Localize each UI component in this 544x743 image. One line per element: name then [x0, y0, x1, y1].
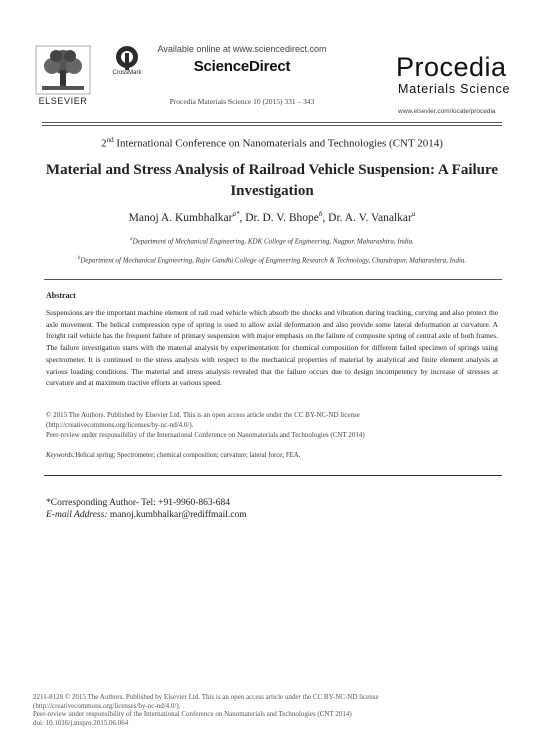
conference-name: International Conference on Nanomaterials and Technologies (CNT 2014) [113, 137, 443, 150]
journal-url[interactable]: www.elsevier.com/locate/procedia [398, 108, 496, 115]
abstract-heading: Abstract [46, 291, 76, 300]
peer-review-line: Peer-review under responsibility of the International Conference on Nanomaterials and Technologies (CNT 2014) [46, 431, 365, 439]
abstract-body: Suspensions are the important machine element of rail road vehicle which absorb the shocks and vibration during tracking, curving and also protect the axle movement. The helical compression type of spring is used to allow axial deformation and also provide some lateral deformation at curvature. A freight rail vehicle has the frequent failure of primary suspension with major emphasis on the failure of composite spring of central axle of both frames. The failure investigation starts with the material analysis by experimentation for chemical composition for different failed specimen of springs using spectrometer. It is continued to the stress analysis with respect to the mechanical properties of material by analytical and finite element analysis at various loading conditions. The material and stress analysis revealed that the failure occurs due to design incompetency by increase of stresses at curvature and at maximum tractive efforts at various speed. [46, 308, 498, 388]
author-separator: , [322, 211, 329, 224]
page-footer [33, 693, 513, 727]
journal-citation: Procedia Materials Science 10 (2015) 331 – 343 [169, 97, 315, 106]
paper-title: Material and Stress Analysis of Railroad Vehicle Suspension: A Failure Investigation [45, 162, 499, 199]
corresponding-author: *Corresponding Author- Tel: +91-9960-863-684 [46, 498, 231, 508]
author-name: Manoj A. Kumbhalkar [128, 211, 233, 224]
affiliation-mark: b [77, 256, 81, 261]
elsevier-wordmark: ELSEVIER [38, 96, 88, 106]
author-name: Dr. D. V. Bhope [245, 211, 319, 224]
affiliation-b [32, 256, 512, 264]
footer-line: Peer-review under responsibility of the International Conference on Nanomaterials and Technologies (CNT 2014) [33, 710, 352, 719]
affiliation-a [32, 237, 512, 245]
author-list [40, 210, 504, 224]
author-marks: a* [232, 210, 240, 218]
email-line [46, 510, 247, 520]
copyright-notice [46, 410, 498, 440]
crossmark-icon[interactable] [106, 44, 148, 88]
email-address[interactable]: manoj.kumbhalkar@rediffmail.com [107, 510, 247, 520]
footer-line: 2211-8128 © 2015 The Authors. Published by Elsevier Ltd. This is an open access article under the CC BY-NC-ND license [33, 693, 379, 701]
header-divider-bottom [42, 125, 502, 126]
affiliation-text: Department of Mechanical Engineering, KDK College of Engineering, Nagpur, Maharashtra, India. [132, 237, 414, 246]
footer-doi[interactable]: doi: 10.1016/j.mspro.2015.06.064 [33, 718, 129, 727]
available-online-text: Available online at www.sciencedirect.com [157, 44, 327, 54]
keywords-divider [44, 475, 502, 476]
footer-license-link[interactable]: (http://creativecommons.org/licenses/by-nc-nd/4.0/). [33, 701, 181, 710]
author-name: Dr. A. V. Vanalkar [328, 211, 412, 224]
author-marks: b [318, 210, 323, 218]
conference-number: 2 [101, 137, 107, 150]
affiliation-mark: a [130, 237, 133, 242]
license-link[interactable]: (http://creativecommons.org/licenses/by-nc-nd/4.0/). [46, 421, 194, 429]
keywords [46, 452, 498, 459]
abstract-divider [44, 279, 502, 280]
journal-name: Procedia [396, 52, 507, 82]
sciencedirect-logo[interactable]: ScienceDirect [193, 58, 291, 75]
affiliation-text: Department of Mechanical Engineering, Rajiv Gandhi College of Engineering Research & Technology, Chandrapur, Maharashtra, India. [80, 256, 467, 265]
conference-ordinal-suffix: nd [106, 136, 114, 144]
keywords-text: Helical spring; Spectrometer; chemical composition; curvature; lateral force; FEA. [75, 452, 301, 459]
keywords-label: Keywords: [46, 452, 76, 459]
journal-subtitle: Materials Science [398, 82, 511, 96]
conference-line [30, 136, 514, 150]
author-separator: , [239, 211, 246, 224]
email-label: E-mail Address: [46, 510, 108, 520]
header-divider-top [42, 122, 502, 123]
copyright-line: © 2015 The Authors. Published by Elsevier Ltd. This is an open access article under the CC BY-NC-ND license [46, 411, 360, 419]
author-marks: a [411, 210, 416, 218]
crossmark-label: CrossMark [112, 70, 142, 76]
